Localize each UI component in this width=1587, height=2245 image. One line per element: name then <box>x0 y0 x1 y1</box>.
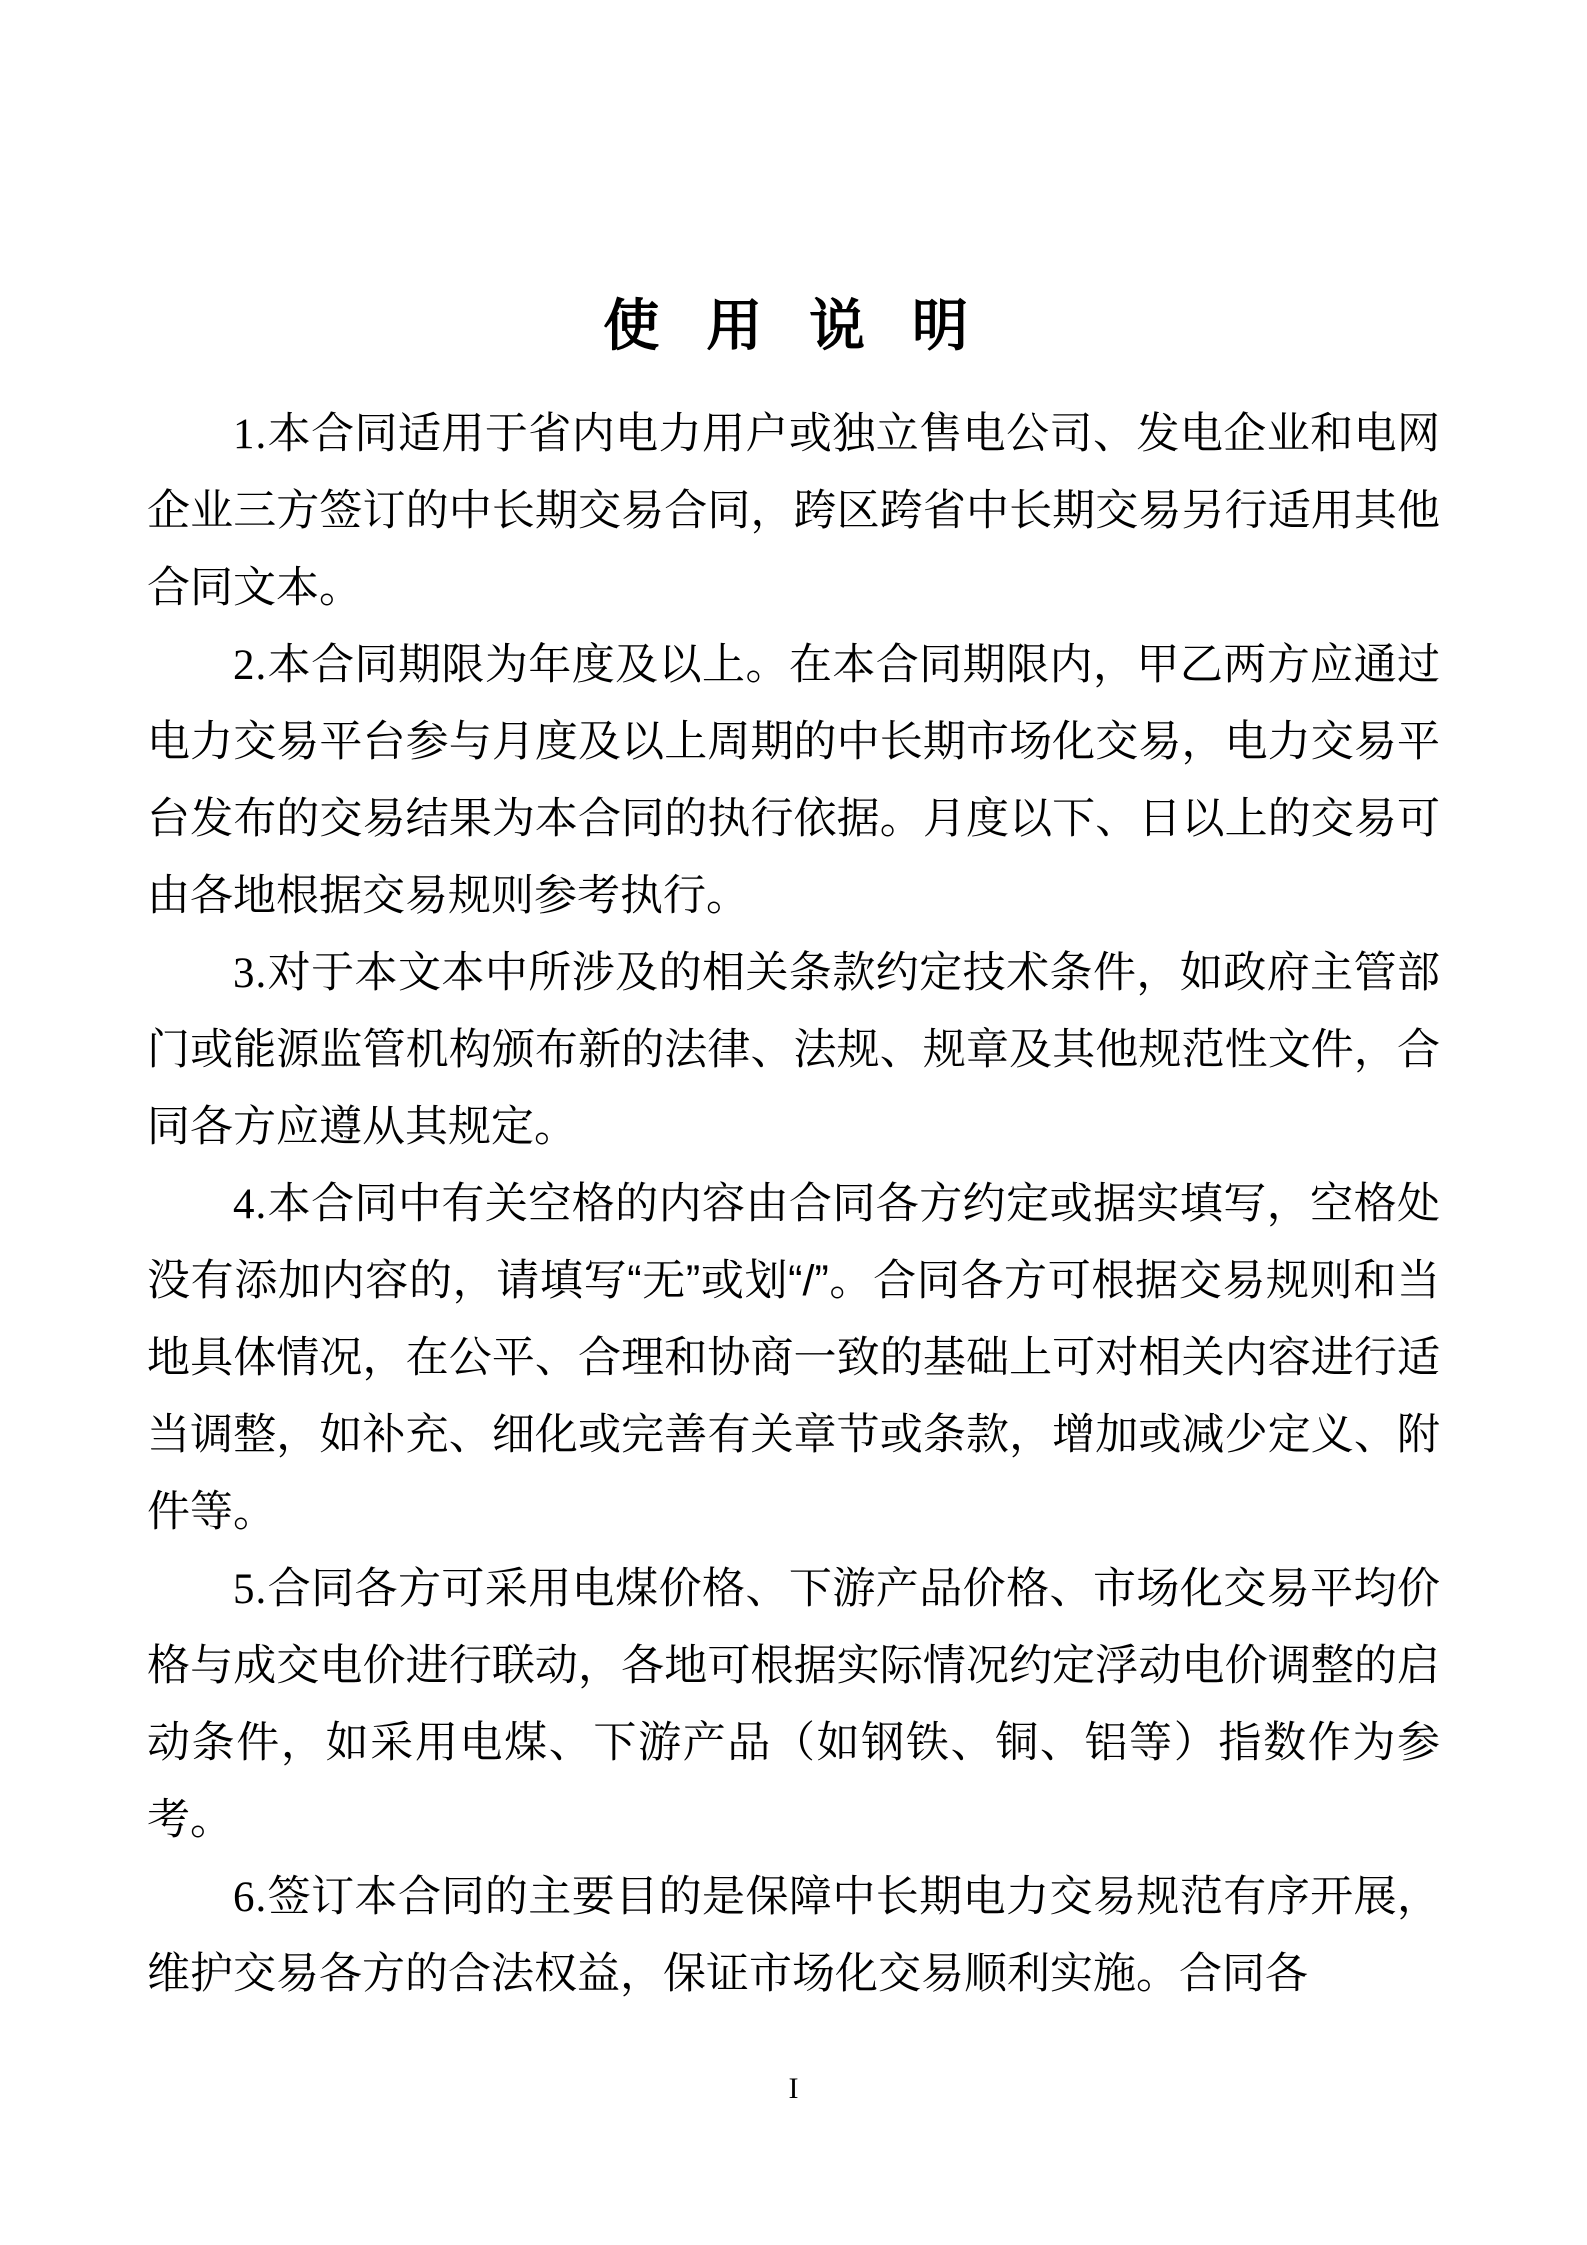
paragraph-text: 本合同适用于省内电力用户或独立售电公司、发电企业和电网企业三方签订的中长期交易合同，跨区跨省中长期交易另行适用其他合同文本。 <box>147 410 1440 612</box>
paragraph <box>147 1551 1440 1859</box>
paragraph-number: 5. <box>233 1566 268 1613</box>
paragraph-number: 6. <box>233 1874 268 1921</box>
paragraph <box>147 1859 1440 2013</box>
document-body <box>147 396 1440 2013</box>
paragraph <box>147 627 1440 935</box>
page-number: I <box>788 2072 799 2105</box>
paragraph-text: 签订本合同的主要目的是保障中长期电力交易规范有序开展，维护交易各方的合法权益，保证市场化交易顺利实施。合同各 <box>147 1873 1440 1998</box>
paragraph-text: 本合同中有关空格的内容由合同各方约定或据实填写，空格处没有添加内容的，请填写“无”或划“/”。合同各方可根据交易规则和当地具体情况，在公平、合理和协商一致的基础上可对相关内容进行适当调整，如补充、细化或完善有关章节或条款，增加或减少定义、附件等。 <box>147 1180 1440 1536</box>
paragraph-number: 2. <box>233 642 268 689</box>
paragraph-number: 3. <box>233 950 268 997</box>
paragraph <box>147 1166 1440 1551</box>
paragraph-text: 对于本文本中所涉及的相关条款约定技术条件，如政府主管部门或能源监管机构颁布新的法律、法规、规章及其他规范性文件，合同各方应遵从其规定。 <box>147 949 1440 1151</box>
paragraph-number: 4. <box>233 1181 268 1228</box>
paragraph-number: 1. <box>233 411 268 458</box>
page-title: 使 用 说 明 <box>603 294 984 357</box>
paragraph-text: 合同各方可采用电煤价格、下游产品价格、市场化交易平均价格与成交电价进行联动，各地可根据实际情况约定浮动电价调整的启动条件，如采用电煤、下游产品（如钢铁、铜、铝等）指数作为参考。 <box>147 1565 1440 1844</box>
paragraph <box>147 396 1440 627</box>
paragraph <box>147 935 1440 1166</box>
paragraph-text: 本合同期限为年度及以上。在本合同期限内，甲乙两方应通过电力交易平台参与月度及以上周期的中长期市场化交易，电力交易平台发布的交易结果为本合同的执行依据。月度以下、日以上的交易可由各地根据交易规则参考执行。 <box>147 641 1440 920</box>
